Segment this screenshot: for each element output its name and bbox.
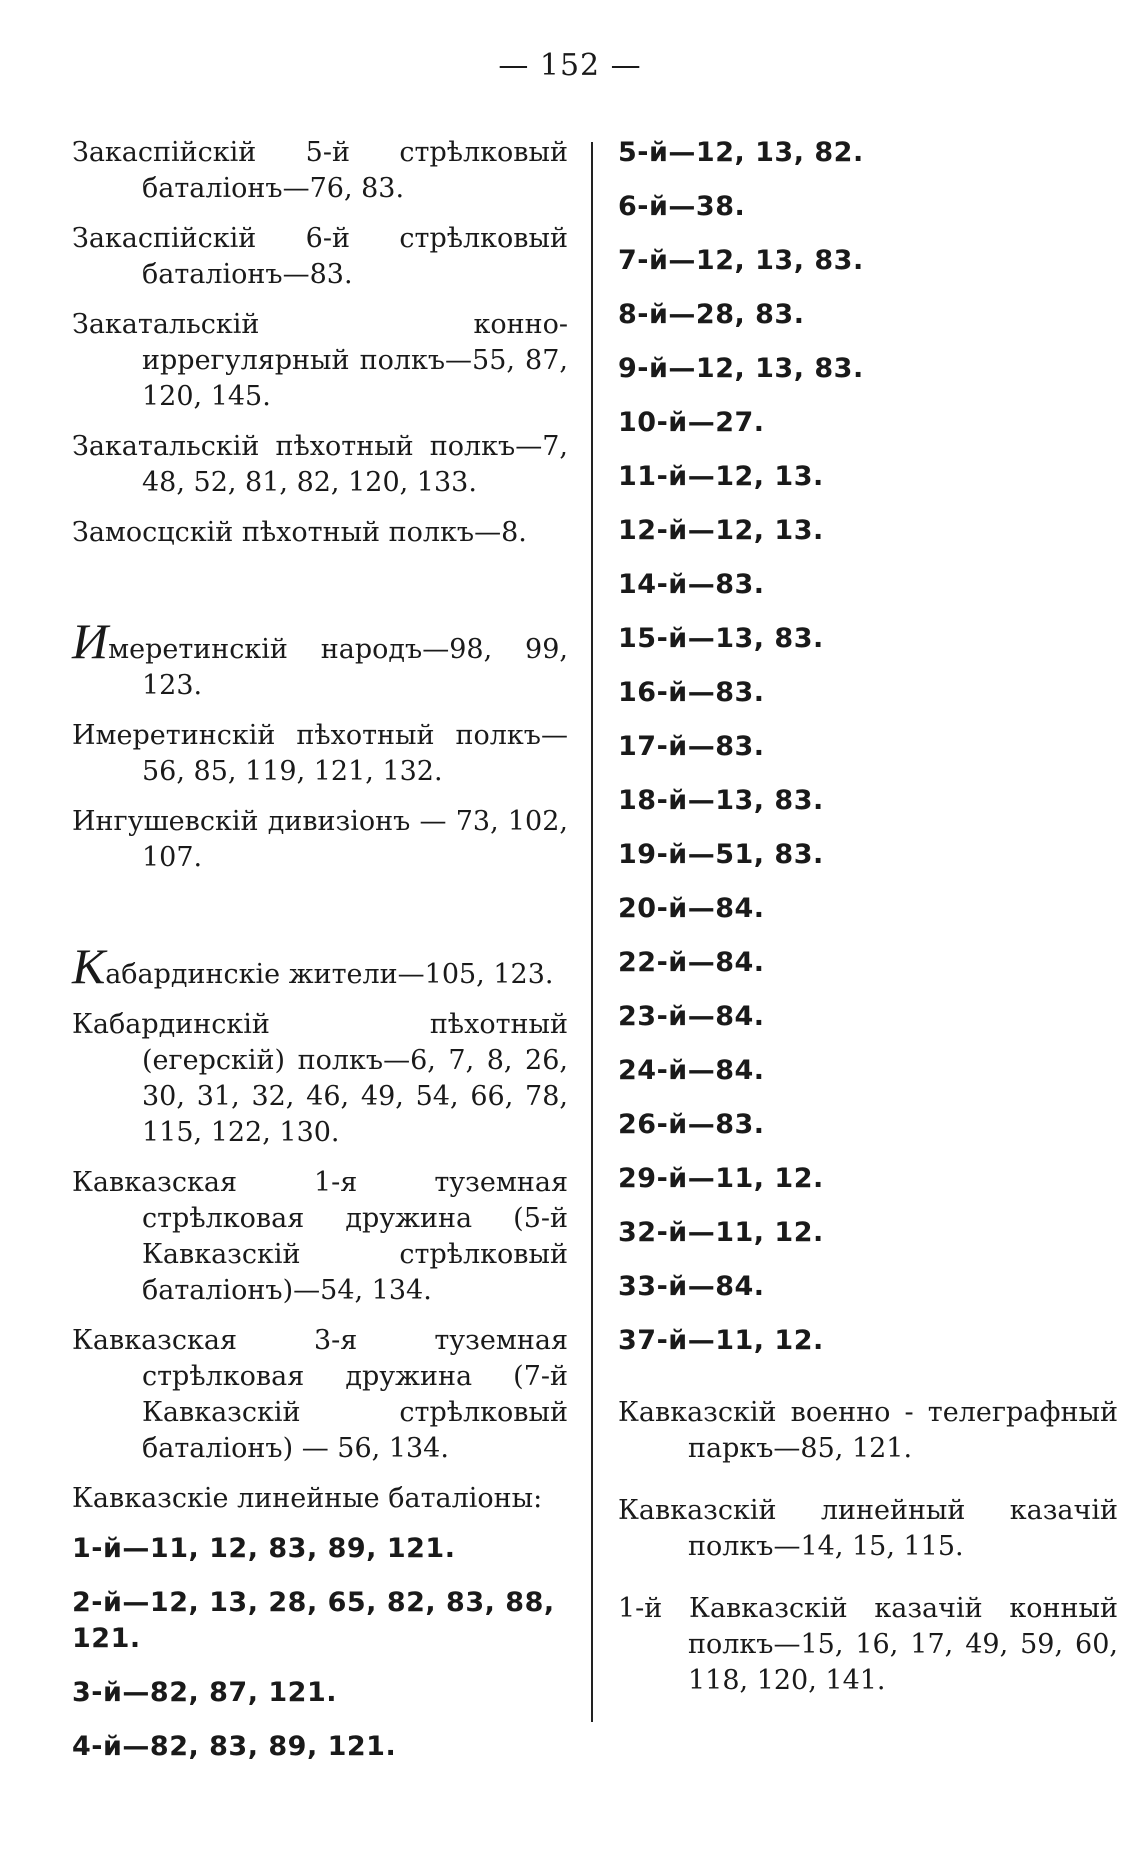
index-entry: Замосцскій пѣхотный полкъ—8. (72, 517, 527, 548)
index-entry-section-start (72, 613, 568, 704)
index-entry: Закаспійскій 6-й стрѣлковый баталіонъ—83. (72, 223, 568, 290)
battalion-subitem: 16-й—83. (618, 677, 765, 708)
battalion-subitem: 18-й—13, 83. (618, 785, 824, 816)
battalion-subitem: 15-й—13, 83. (618, 623, 824, 654)
index-entry: Закатальскій пѣхотный полкъ—7, 48, 52, 81, 82, 120, 133. (72, 431, 568, 498)
battalion-subitem: 17-й—83. (618, 731, 765, 762)
drop-initial: И (72, 613, 109, 669)
battalion-subitem: 4-й—82, 83, 89, 121. (72, 1731, 397, 1762)
page-number: — 152 — (498, 48, 642, 83)
index-entry: Имеретинскій пѣхотный полкъ—56, 85, 119, 121, 132. (72, 720, 568, 787)
battalion-subitem: 11-й—12, 13. (618, 461, 824, 492)
battalion-subitem: 23-й—84. (618, 1001, 765, 1032)
index-entry: 1-й Кавказскій казачій конный полкъ—15, 16, 17, 49, 59, 60, 118, 120, 141. (618, 1593, 1118, 1696)
battalion-subitem: 26-й—83. (618, 1109, 765, 1140)
battalion-subitem: 9-й—12, 13, 83. (618, 353, 864, 384)
battalion-subitem: 22-й—84. (618, 947, 765, 978)
index-entry: Ингушевскій дивизіонъ — 73, 102, 107. (72, 806, 568, 873)
battalion-subitem: 32-й—11, 12. (618, 1217, 824, 1248)
left-column (72, 135, 568, 1765)
battalion-subitem: 2-й—12, 13, 28, 65, 82, 83, 88, 121. (72, 1587, 555, 1654)
index-entry: Кавказскій линейный казачій полкъ—14, 15, 115. (618, 1495, 1118, 1562)
battalion-subitem: 29-й—11, 12. (618, 1163, 824, 1194)
entry-text: абардинскіе жители—105, 123. (105, 959, 554, 990)
index-entry: Кавказскіе линейные баталіоны: (72, 1483, 543, 1514)
column-divider (591, 142, 593, 1722)
battalion-subitem: 24-й—84. (618, 1055, 765, 1086)
battalion-subitem: 10-й—27. (618, 407, 765, 438)
index-entry: Закатальскій конно-иррегулярный полкъ—55, 87, 120, 145. (72, 309, 568, 412)
battalion-sublist (618, 135, 1118, 1359)
battalion-subitem: 14-й—83. (618, 569, 765, 600)
battalion-subitem: 33-й—84. (618, 1271, 765, 1302)
battalion-subitem: 37-й—11, 12. (618, 1325, 824, 1356)
index-entry: Кавказская 1-я туземная стрѣлковая дружина (5-й Кавказскій стрѣлковый баталіонъ)—54, 134. (72, 1167, 568, 1306)
index-entry: Закаспійскій 5-й стрѣлковый баталіонъ—76, 83. (72, 137, 568, 204)
battalion-subitem: 12-й—12, 13. (618, 515, 824, 546)
drop-initial: К (72, 938, 106, 994)
entry-text: меретинскій народъ—98, 99, 123. (108, 634, 568, 701)
index-entry: Кабардинскій пѣхотный (егерскій) полкъ—6, 7, 8, 26, 30, 31, 32, 46, 49, 54, 66, 78, 115, 122, 130. (72, 1009, 568, 1148)
battalion-subitem: 20-й—84. (618, 893, 765, 924)
right-column (618, 135, 1118, 1699)
battalion-subitem: 8-й—28, 83. (618, 299, 805, 330)
battalion-subitem: 7-й—12, 13, 83. (618, 245, 864, 276)
index-entry: Кавказскій военно - телеграфный паркъ—85, 121. (618, 1397, 1118, 1464)
battalion-subitem: 6-й—38. (618, 191, 746, 222)
battalion-subitem: 3-й—82, 87, 121. (72, 1677, 337, 1708)
index-entry: Кавказская 3-я туземная стрѣлковая дружина (7-й Кавказскій стрѣлковый баталіонъ) — 56, 134. (72, 1325, 568, 1464)
battalion-subitem: 5-й—12, 13, 82. (618, 137, 864, 168)
battalion-subitem: 19-й—51, 83. (618, 839, 824, 870)
index-entry-section-start (72, 938, 568, 994)
battalion-subitem: 1-й—11, 12, 83, 89, 121. (72, 1533, 456, 1564)
